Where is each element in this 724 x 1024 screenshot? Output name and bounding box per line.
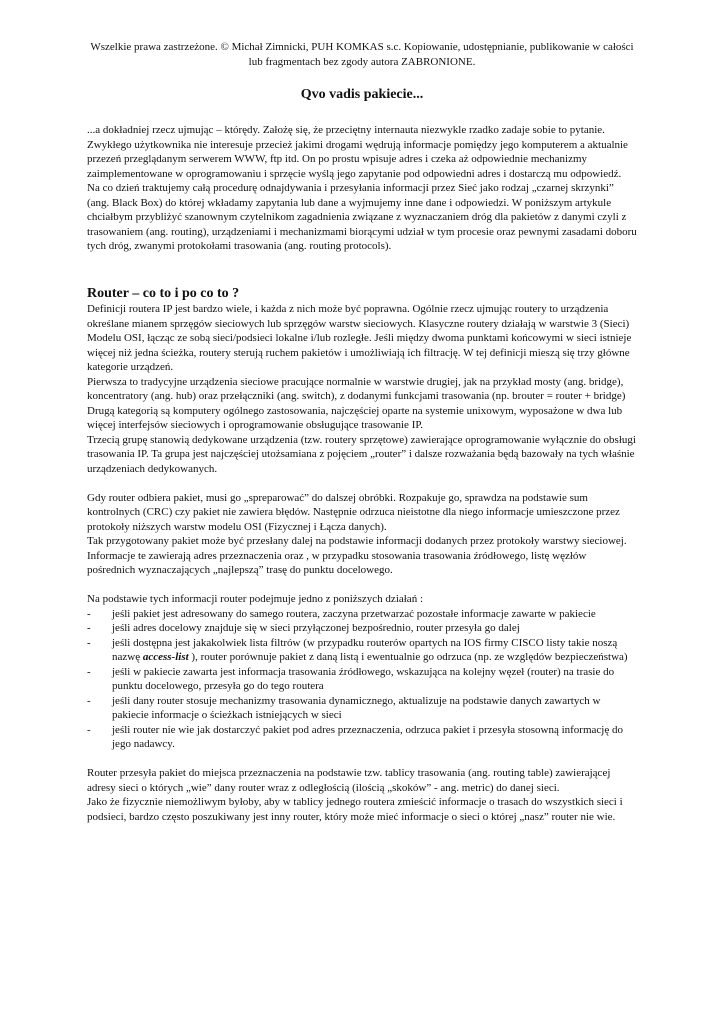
list-item-text: jeśli dany router stosuje mechanizmy trasowania dynamicznego, aktualizuje na podstawie danych zawartych w pakiecie informacje o ścieżkach istniejących w sieci [112, 694, 601, 721]
list-item [87, 621, 637, 636]
router-actions-list [87, 607, 637, 752]
list-dash: - [87, 665, 91, 678]
intro-paragraph-1: ...a dokładniej rzecz ujmując – którędy. Założę się, że przeciętny internauta niezwykle rzadko zadaje sobie to pytanie. Zwykłego użytkownika nie interesuje przecież jakimi drogami wędrują informacje pomiędzy jego komputerem a aktualnie przezeń przeglądanym serwerem WWW, ftp itd. On po prostu wpisuje adres i czeka aż odpowiednie mechanizmy zaimplementowane w oprogramowaniu i sprzęcie wyślą jego zapytanie pod odpowiedni adres i dostarczą mu odpowiedź. [87, 124, 628, 180]
list-dash: - [87, 607, 91, 620]
list-item [87, 665, 637, 694]
list-item-text: jeśli adres docelowy znajduje się w sieci przyłączonej bezpośrednio, router przesyła go dalej [112, 622, 520, 634]
article-title: Qvo vadis pakiecie... [300, 87, 424, 102]
document-page [87, 40, 637, 824]
list-item-text-pre: jeśli dostępna jest jakakolwiek lista filtrów (w przypadku routerów opartych na IOS firmy CISCO listy takie noszą nazwę [112, 636, 618, 663]
section-paragraph-8: Router przesyła pakiet do miejsca przeznaczenia na podstawie tzw. tablicy trasowania (ang. routing table) zawierającej adresy sieci o których „wie” dany router wraz z odległością (ilością „skoków” - ang. metric) do danej sieci. [87, 767, 611, 794]
list-item [87, 694, 637, 723]
list-item [87, 636, 637, 665]
section-paragraph-7: Na podstawie tych informacji router podejmuje jedno z poniższych działań : [87, 593, 423, 605]
list-item-text: jeśli pakiet jest adresowany do samego routera, zaczyna przetwarzać pozostałe informacje zawarte w pakiecie [112, 607, 596, 620]
list-dash: - [87, 694, 91, 707]
access-list-term: access-list [142, 651, 189, 663]
section-paragraph-1: Definicji routera IP jest bardzo wiele, i każda z nich może być poprawna. Ogólnie rzecz ujmując routery to urządzenia określane mianem sprzęgów sieciowych lub sprzęgów warstw sieciowych. Klasyczne routery działają w warstwie 3 (Sieci) Modelu OSI, łącząc ze sobą sieci/podsieci lokalne i/lub rozległe. Jeśli między dwoma punktami końcowymi w sieci istnieje więcej niż jedna ścieżka, routery sterują ruchem pakietów i umożliwiają ich filtrację. W tej definicji mieszą się trzy główne kategorie urządzeń. [87, 303, 632, 373]
section-paragraph-4: Trzecią grupę stanowią dedykowane urządzenia (tzw. routery sprzętowe) zawierające oprogramowanie wyłącznie do obsługi trasowania IP. Ta grupa jest najczęściej utożsamiana z pojęciem „router” i dalsze rozważania będą bazowały na tych właśnie urządzeniach dedykowanych. [87, 433, 636, 475]
spacer [87, 752, 637, 767]
spacer [87, 476, 637, 491]
list-item [87, 607, 637, 622]
section-paragraph-5: Gdy router odbiera pakiet, musi go „spreparować” do dalszej obróbki. Rozpakuje go, sprawdza na podstawie sum kontrolnych (CRC) czy pakiet nie zawiera błędów. Następnie odrzuca nieistotne dla niego informacje umieszczone przez protokoły niższych warstw modelu OSI (Fizycznej i Łącza danych). [87, 491, 620, 533]
list-dash: - [87, 622, 91, 634]
list-item-text: jeśli router nie wie jak dostarczyć pakiet pod adres przeznaczenia, odrzuca pakiet i przesyła stosowną informację do jego nadawcy. [112, 723, 623, 750]
section-paragraph-6: Tak przygotowany pakiet może być przesłany dalej na podstawie informacji dodanych przez protokoły warstwy sieciowej. Informacje te zawierają adres przeznaczenia oraz , w przypadku stosowania trasowania źródłowego, listę węzłów pośrednich wyznaczających „najlepszą” trasę do punktu docelowego. [87, 535, 627, 576]
section-heading: Router – co to i po co to ? [87, 286, 240, 301]
list-item-text-post: ), router porównuje pakiet z daną listą i ewentualnie go odrzuca (np. ze względów bezpieczeństwa) [188, 651, 628, 663]
spacer [87, 254, 637, 269]
intro-paragraph-2: Na co dzień traktujemy całą procedurę odnajdywania i przesyłania informacji przez Sieć jako rodzaj „czarnej skrzynki” (ang. Black Box) do której wkładamy zapytania lub dane a wyjmujemy inne dane i odpowiedzi. W poniższym artykule chciałbym przybliżyć szanownym czytelnikom zagadnienia związane z wyznaczaniem dróg dla pakietów z danymi czyli z trasowaniem (ang. routing), urządzeniami i mechanizmami biorącymi udział w tym procesie oraz pewnymi zasadami doboru tych dróg, zwanymi protokołami trasowania (ang. routing protocols). [87, 182, 637, 252]
list-item [87, 723, 637, 752]
list-dash: - [87, 636, 91, 649]
list-item-text: jeśli w pakiecie zawarta jest informacja trasowania źródłowego, wskazująca na kolejny węzeł (router) na trasie do punktu docelowego, przesyła go do tego routera [112, 665, 615, 692]
copyright-notice: Wszelkie prawa zastrzeżone. © Michał Zimnicki, PUH KOMKAS s.c. Kopiowanie, udostępnianie, publikowanie w całości lub fragmentach bez zgody autora ZABRONIONE. [90, 41, 634, 68]
section-paragraph-2: Pierwsza to tradycyjne urządzenia sieciowe pracujące normalnie w warstwie drugiej, jak na przykład mosty (ang. bridge), koncentratory (ang. hub) oraz przełączniki (ang. switch), z dodanymi funkcjami trasowania (np. brouter = router + bridge) [87, 375, 626, 402]
spacer [87, 578, 637, 593]
section-paragraph-3: Drugą kategorią są komputery ogólnego zastosowania, najczęściej oparte na systemie unixowym, wyposażone w dwa lub więcej interfejsów sieciowych i oprogramowanie obsługujące trasowanie IP. [87, 404, 623, 431]
list-dash: - [87, 723, 91, 736]
section-paragraph-9: Jako że fizycznie niemożliwym byłoby, aby w tablicy jednego routera zmieścić informacje o trasach do wszystkich sieci i podsieci, bardzo często poszukiwany jest inny router, który może mieć informacje o sieci o której „nasz” router nie wie. [87, 796, 623, 823]
